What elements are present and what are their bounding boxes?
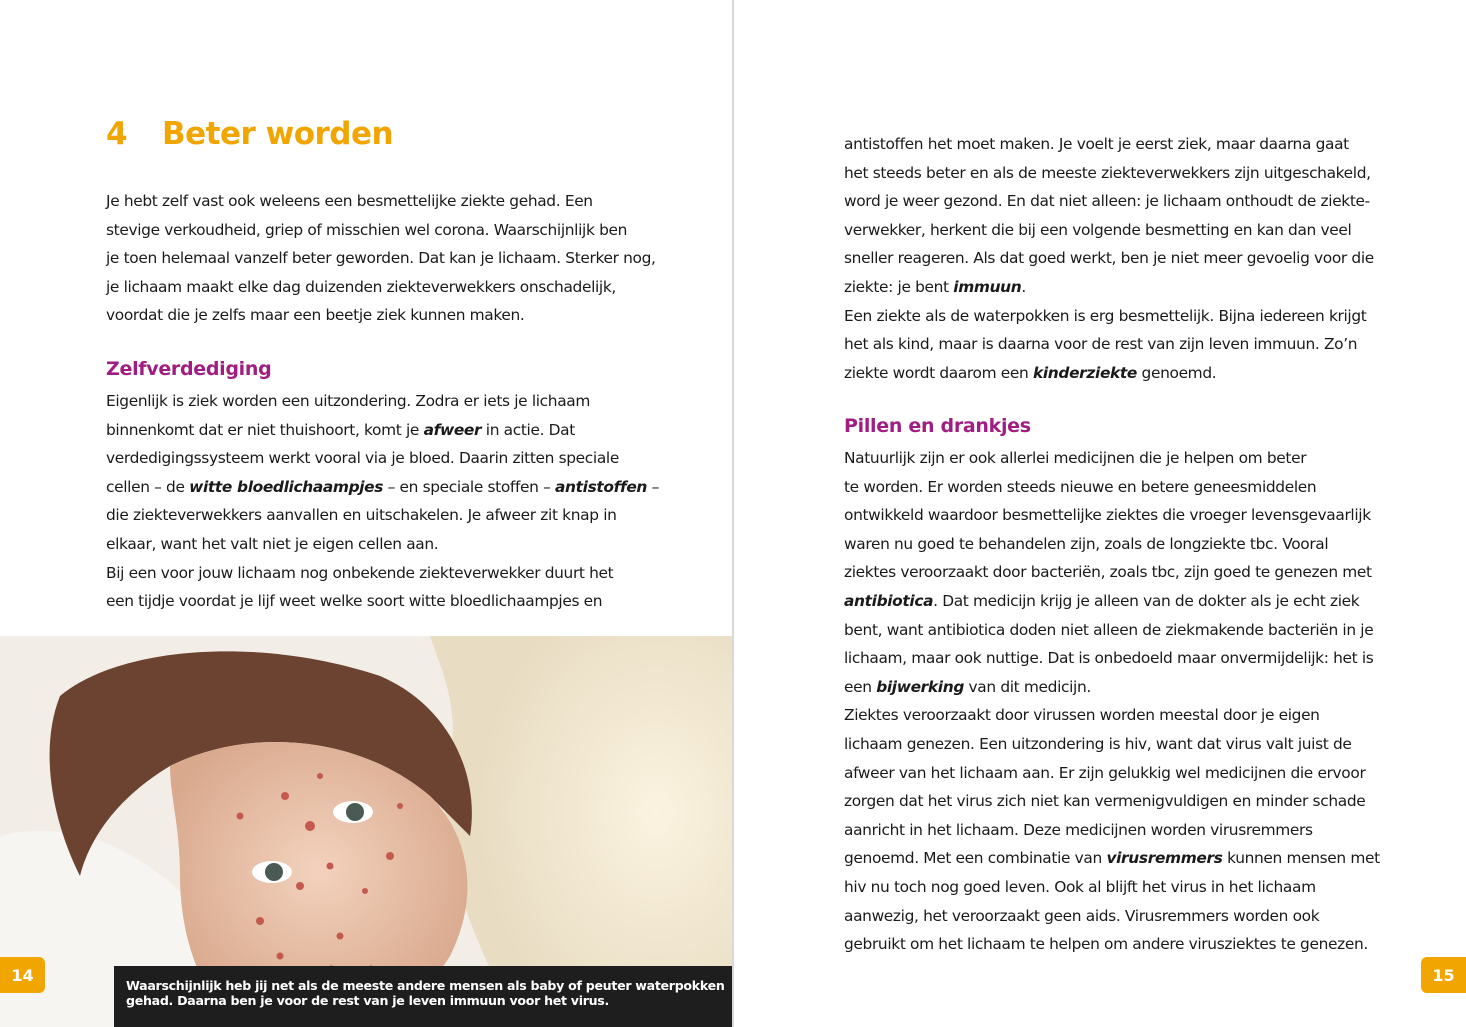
text-line: die ziekteverwekkers aanvallen en uitschakelen. Je afweer zit knap in — [106, 506, 617, 525]
text-line: lichaam, maar ook nuttige. Dat is onbedoeld maar onvermijdelijk: het is — [844, 649, 1374, 668]
term-virusremmers: virusremmers — [1106, 849, 1223, 868]
term-witte-bloedlichaampjes: witte bloedlichaampjes — [189, 477, 384, 496]
section-heading-pillen-en-drankjes: Pillen en drankjes — [844, 415, 1031, 437]
text-line: bent, want antibiotica doden niet alleen de ziekmakende bacteriën in je — [844, 620, 1374, 639]
term-kinderziekte: kinderziekte — [1033, 363, 1138, 382]
text-line: voordat die je zelfs maar een beetje ziek kunnen maken. — [106, 306, 525, 325]
section-pillen-text — [844, 444, 1380, 959]
text-line: zorgen dat het virus zich niet kan vermenigvuldigen en minder schade — [844, 792, 1366, 811]
text-line: gebruikt om het lichaam te helpen om andere virusziektes te genezen. — [844, 935, 1368, 954]
text-line: word je weer gezond. En dat niet alleen: je lichaam onthoudt de ziekte- — [844, 192, 1370, 211]
text-line: antibiotica. Dat medicijn krijg je alleen van de dokter als je echt ziek — [844, 591, 1360, 610]
text-line: genoemd. Met een combinatie van virusremmers kunnen mensen met — [844, 849, 1380, 868]
text-line: lichaam genezen. Een uitzondering is hiv, want dat virus valt juist de — [844, 734, 1352, 753]
text-line: een bijwerking van dit medicijn. — [844, 677, 1091, 696]
text-line: waren nu goed te behandelen zijn, zoals de longziekte tbc. Vooral — [844, 534, 1329, 553]
text-line: antistoffen het moet maken. Je voelt je eerst ziek, maar daarna gaat — [844, 135, 1349, 153]
text-line: ziekte: je bent immuun. — [844, 277, 1026, 296]
caption-line: Waarschijnlijk heb jij net als de meeste andere mensen als baby of peuter waterpokken — [126, 978, 725, 993]
text-line: aanricht in het lichaam. Deze medicijnen worden virusremmers — [844, 820, 1313, 839]
text-line: hiv nu toch nog goed leven. Ook al blijft het virus in het lichaam — [844, 877, 1316, 896]
intro-paragraph — [106, 187, 656, 330]
text-line: elkaar, want het valt niet je eigen cellen aan. — [106, 534, 439, 553]
text-line: je lichaam maakt elke dag duizenden ziekteverwekkers onschadelijk, — [106, 277, 616, 296]
text-line: ontwikkeld waardoor besmettelijke ziektes die vroeger levensgevaarlijk — [844, 506, 1371, 525]
text-line: verdedigingssysteem werkt vooral via je bloed. Daarin zitten speciale — [106, 449, 619, 468]
left-page — [0, 0, 732, 1027]
term-afweer: afweer — [423, 420, 482, 439]
text-line: Ziektes veroorzaakt door virussen worden meestal door je eigen — [844, 706, 1320, 725]
continued-text — [844, 130, 1374, 387]
text-line: sneller reageren. Als dat goed werkt, ben je niet meer gevoelig voor die — [844, 249, 1374, 268]
text-line: het als kind, maar is daarna voor de rest van zijn leven immuun. Zo’n — [844, 335, 1358, 354]
text-line: afweer van het lichaam aan. Er zijn gelukkig wel medicijnen die ervoor — [844, 763, 1366, 782]
term-antibiotica: antibiotica — [844, 591, 934, 610]
section-heading-zelfverdediging: Zelfverdediging — [106, 358, 272, 380]
term-antistoffen: antistoffen — [555, 477, 648, 496]
text-line: te worden. Er worden steeds nieuwe en betere geneesmiddelen — [844, 477, 1317, 496]
text-line: Eigenlijk is ziek worden een uitzondering. Zodra er iets je lichaam — [106, 392, 591, 410]
section-zelfverdediging-text — [106, 387, 659, 616]
text-line: ziekte wordt daarom een kinderziekte genoemd. — [844, 363, 1217, 382]
text-line: je toen helemaal vanzelf beter geworden. Dat kan je lichaam. Sterker nog, — [106, 249, 656, 268]
chapter-number: 4 — [106, 116, 128, 152]
chapter-title — [106, 116, 393, 152]
chapter-title-text: Beter worden — [162, 116, 394, 152]
text-line: Bij een voor jouw lichaam nog onbekende ziekteverwekker duurt het — [106, 563, 614, 582]
text-line: Een ziekte als de waterpokken is erg besmettelijk. Bijna iedereen krijgt — [844, 306, 1367, 325]
term-immuun: immuun — [953, 277, 1022, 296]
term-bijwerking: bijwerking — [876, 677, 964, 696]
text-line: Je hebt zelf vast ook weleens een besmettelijke ziekte gehad. Een — [106, 192, 593, 210]
text-line: cellen – de witte bloedlichaampjes – en speciale stoffen – antistoffen – — [106, 477, 659, 496]
text-line: Natuurlijk zijn er ook allerlei medicijnen die je helpen om beter — [844, 449, 1307, 467]
page-number-left: 14 — [0, 957, 45, 993]
photo-caption — [114, 966, 732, 1027]
text-line: een tijdje voordat je lijf weet welke soort witte bloedlichaampjes en — [106, 592, 603, 611]
text-line: aanwezig, het veroorzaakt geen aids. Virusremmers worden ook — [844, 906, 1320, 925]
text-line: het steeds beter en als de meeste ziekteverwekkers zijn uitgeschakeld, — [844, 163, 1371, 182]
text-line: ziektes veroorzaakt door bacteriën, zoals tbc, zijn goed te genezen met — [844, 563, 1372, 582]
text-line: stevige verkoudheid, griep of misschien wel corona. Waarschijnlijk ben — [106, 220, 628, 239]
text-line: binnenkomt dat er niet thuishoort, komt je afweer in actie. Dat — [106, 420, 575, 439]
text-line: verwekker, herkent die bij een volgende besmetting en kan dan veel — [844, 220, 1352, 239]
page-number-right: 15 — [1421, 957, 1466, 993]
right-page — [734, 0, 1466, 1027]
caption-line: gehad. Daarna ben je voor de rest van je leven immuun voor het virus. — [126, 992, 609, 1008]
